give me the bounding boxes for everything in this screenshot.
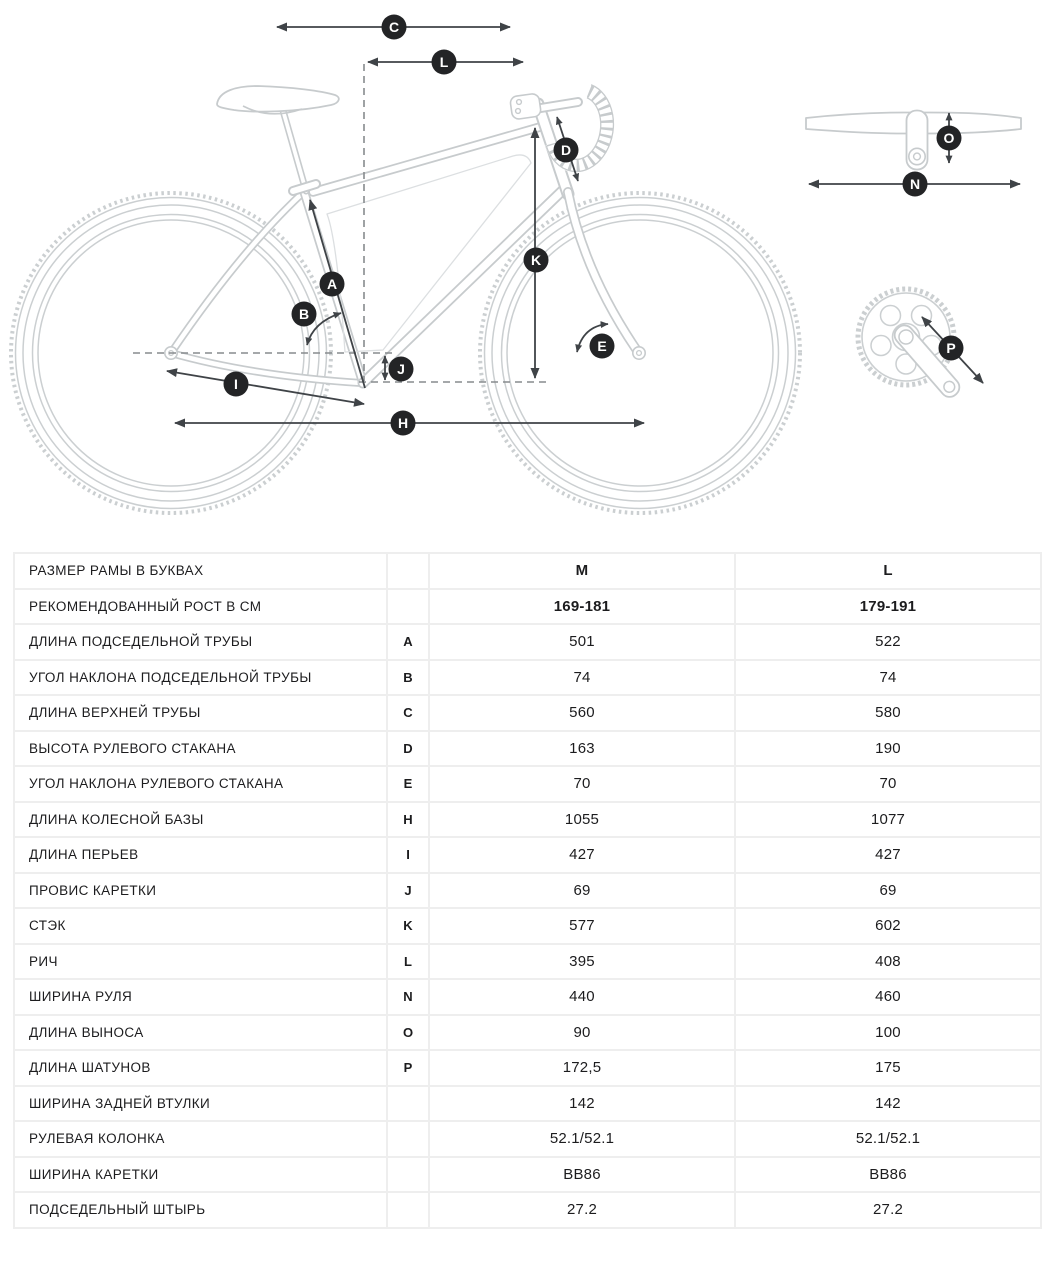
spec-label: ДЛИНА ПОДСЕДЕЛЬНОЙ ТРУБЫ [14,624,387,660]
marker-k [524,248,549,273]
spec-label: СТЭК [14,908,387,944]
spec-value-l: BB86 [735,1157,1041,1193]
spec-letter: B [387,660,429,696]
spec-value-l: 179-191 [735,589,1041,625]
spec-label: РУЛЕВАЯ КОЛОНКА [14,1121,387,1157]
marker-c [382,15,407,40]
spec-value-m: 1055 [429,802,735,838]
spec-label: ДЛИНА ПЕРЬЕВ [14,837,387,873]
handlebar-side [543,80,619,176]
crankset [858,289,983,401]
spec-label: ДЛИНА КОЛЕСНОЙ БАЗЫ [14,802,387,838]
table-row [14,660,1041,696]
spec-letter [387,1086,429,1122]
bike-geometry-diagram [0,0,1052,548]
spec-value-l: 100 [735,1015,1041,1051]
spec-letter [387,553,429,589]
spec-label: ДЛИНА ВЫНОСА [14,1015,387,1051]
svg-text:A: A [326,276,338,293]
spec-table [13,552,1042,1229]
spec-label: УГОЛ НАКЛОНА РУЛЕВОГО СТАКАНА [14,766,387,802]
spec-value-m: BB86 [429,1157,735,1193]
spec-value-l: 142 [735,1086,1041,1122]
spec-letter: K [387,908,429,944]
svg-text:B: B [298,306,310,323]
crank-arm [891,322,963,401]
table-row [14,553,1041,589]
table-row [14,802,1041,838]
spec-value-l: 522 [735,624,1041,660]
spec-label: ШИРИНА ЗАДНЕЙ ВТУЛКИ [14,1086,387,1122]
stem-faceplate [510,93,542,120]
marker-d [554,138,579,163]
spec-label: УГОЛ НАКЛОНА ПОДСЕДЕЛЬНОЙ ТРУБЫ [14,660,387,696]
spec-label: РИЧ [14,944,387,980]
spec-label: РЕКОМЕНДОВАННЫЙ РОСТ В СМ [14,589,387,625]
spec-letter [387,1157,429,1193]
geometry-table-section [13,552,1040,1229]
table-row [14,873,1041,909]
spec-letter: H [387,802,429,838]
spec-label: ВЫСОТА РУЛЕВОГО СТАКАНА [14,731,387,767]
svg-text:N: N [909,176,921,193]
markers [224,15,964,436]
spec-value-m: 169-181 [429,589,735,625]
spec-letter: J [387,873,429,909]
spec-table-body [14,553,1041,1228]
saddle [217,86,339,114]
marker-h [391,411,416,436]
spec-letter: E [387,766,429,802]
spec-value-l: 175 [735,1050,1041,1086]
spec-letter: A [387,624,429,660]
svg-text:P: P [946,340,956,357]
table-row [14,1015,1041,1051]
spec-value-m: 27.2 [429,1192,735,1228]
table-row [14,766,1041,802]
table-row [14,695,1041,731]
spec-value-l: 190 [735,731,1041,767]
spec-label: РАЗМЕР РАМЫ В БУКВАХ [14,553,387,589]
spec-letter [387,1192,429,1228]
table-row [14,1192,1041,1228]
spec-value-m: 52.1/52.1 [429,1121,735,1157]
spec-value-m: 172,5 [429,1050,735,1086]
marker-a [320,272,345,297]
spec-letter: L [387,944,429,980]
spec-label: ШИРИНА РУЛЯ [14,979,387,1015]
svg-text:K: K [530,252,542,269]
front-axle [633,347,645,359]
marker-e [590,334,615,359]
spec-value-m: 560 [429,695,735,731]
table-row [14,624,1041,660]
spec-label: ПОДСЕДЕЛЬНЫЙ ШТЫРЬ [14,1192,387,1228]
table-row [14,1157,1041,1193]
spec-value-l: 580 [735,695,1041,731]
spec-value-l: L [735,553,1041,589]
table-row [14,837,1041,873]
spec-value-l: 1077 [735,802,1041,838]
spec-label: ДЛИНА ШАТУНОВ [14,1050,387,1086]
spec-letter: P [387,1050,429,1086]
svg-text:L: L [439,54,449,71]
spec-letter: D [387,731,429,767]
spec-letter: N [387,979,429,1015]
spec-value-l: 408 [735,944,1041,980]
spec-letter: O [387,1015,429,1051]
table-row [14,589,1041,625]
svg-text:C: C [388,19,400,36]
svg-text:J: J [397,361,405,378]
marker-l [432,50,457,75]
seatpost [282,107,316,191]
geometry-svg [0,0,1052,548]
svg-text:I: I [234,376,238,393]
spec-value-l: 27.2 [735,1192,1041,1228]
spec-label: ШИРИНА КАРЕТКИ [14,1157,387,1193]
spec-value-m: 440 [429,979,735,1015]
table-row [14,731,1041,767]
spec-value-m: 142 [429,1086,735,1122]
spec-letter [387,589,429,625]
svg-text:O: O [943,130,955,147]
spec-value-m: 577 [429,908,735,944]
marker-n [903,172,928,197]
spec-value-l: 74 [735,660,1041,696]
spec-value-m: 163 [429,731,735,767]
spec-value-l: 70 [735,766,1041,802]
spec-value-l: 52.1/52.1 [735,1121,1041,1157]
spec-value-m: 427 [429,837,735,873]
spec-value-l: 427 [735,837,1041,873]
svg-text:H: H [397,415,409,432]
spec-letter: I [387,837,429,873]
spec-label: ПРОВИС КАРЕТКИ [14,873,387,909]
spec-value-m: 90 [429,1015,735,1051]
marker-o [937,126,962,151]
spec-letter [387,1121,429,1157]
spec-value-m: 69 [429,873,735,909]
spec-value-l: 460 [735,979,1041,1015]
spec-value-m: 501 [429,624,735,660]
spec-value-m: 70 [429,766,735,802]
table-row [14,1050,1041,1086]
table-row [14,944,1041,980]
table-row [14,1121,1041,1157]
spec-value-l: 602 [735,908,1041,944]
spec-value-m: M [429,553,735,589]
marker-b [292,302,317,327]
spec-value-l: 69 [735,873,1041,909]
table-row [14,979,1041,1015]
spec-value-m: 74 [429,660,735,696]
svg-text:D: D [560,142,572,159]
spec-letter: C [387,695,429,731]
table-row [14,1086,1041,1122]
marker-j [389,357,414,382]
marker-i [224,372,249,397]
spec-value-m: 395 [429,944,735,980]
svg-text:E: E [597,338,607,355]
table-row [14,908,1041,944]
marker-p [939,336,964,361]
spec-label: ДЛИНА ВЕРХНЕЙ ТРУБЫ [14,695,387,731]
